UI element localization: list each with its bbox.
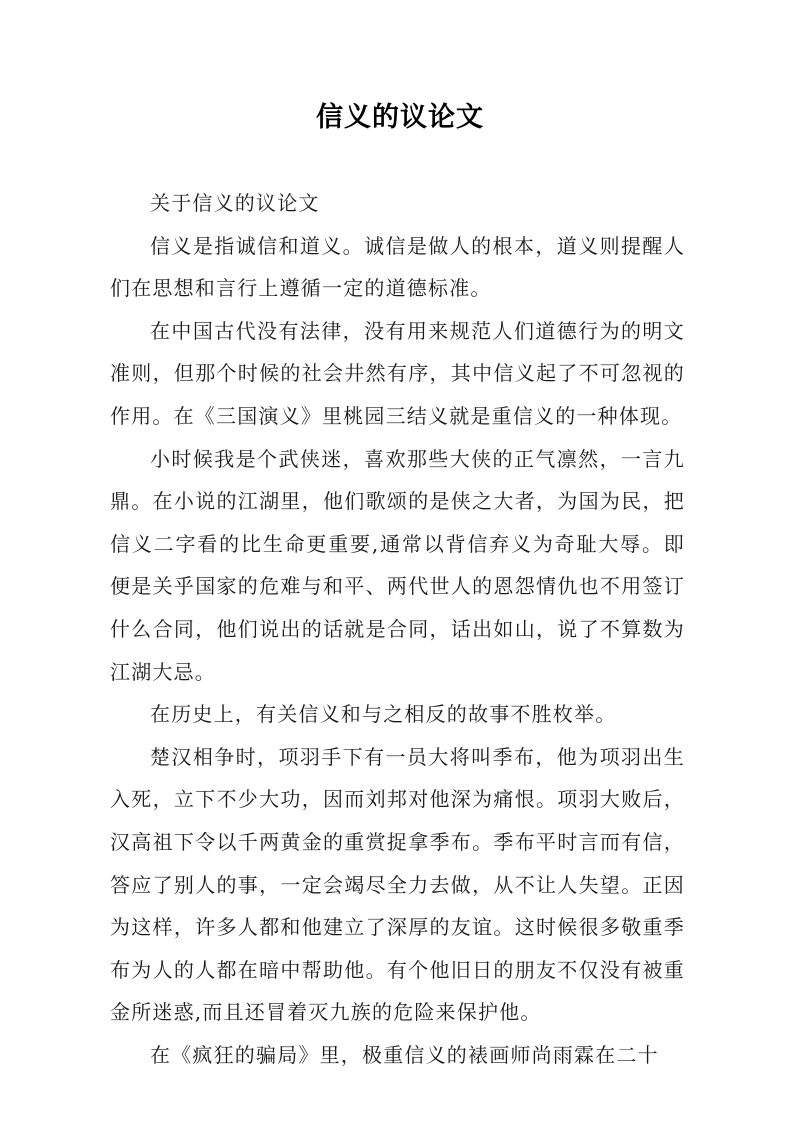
paragraph: 楚汉相争时，项羽手下有一员大将叫季布，他为项羽出生入死，立下不少大功，因而刘邦对他深为痛恨。项羽大败后，汉高祖下令以千两黄金的重赏捉拿季布。季布平时言而有信，答应了别人的事，一定会竭尽全力去做，从不让人失望。正因为这样，许多人都和他建立了深厚的友谊。这时候很多敬重季布为人的人都在暗中帮助他。有个他旧日的朋友不仅没有被重金所迷惑,而且还冒着灭九族的危险来保护他。 xyxy=(110,744,685,1025)
paragraph: 小时候我是个武侠迷，喜欢那些大侠的正气凛然，一言九鼎。在小说的江湖里，他们歌颂的是侠之大者，为国为民，把信义二字看的比生命更重要,通常以背信弃义为奇耻大辱。即便是关乎国家的危难与和平、两代世人的恩怨情仇也不用签订什么合同，他们说出的话就是合同，话出如山，说了不算数为江湖大忌。 xyxy=(110,446,685,684)
paragraph: 在中国古代没有法律，没有用来规范人们道德行为的明文准则，但那个时候的社会井然有序，其中信义起了不可忽视的作用。在《三国演义》里桃园三结义就是重信义的一种体现。 xyxy=(110,318,685,428)
paragraph: 信义是指诚信和道义。诚信是做人的根本，道义则提醒人们在思想和言行上遵循一定的道德标准。 xyxy=(110,233,685,301)
document-title: 信义的议论文 xyxy=(316,102,484,133)
paragraph: 在《疯狂的骗局》里，极重信义的裱画师尚雨霖在二十 xyxy=(150,1042,659,1067)
document-body xyxy=(110,182,685,1076)
paragraph: 关于信义的议论文 xyxy=(150,191,320,215)
paragraph: 在历史上，有关信义和与之相反的故事不胜枚举。 xyxy=(150,702,617,727)
